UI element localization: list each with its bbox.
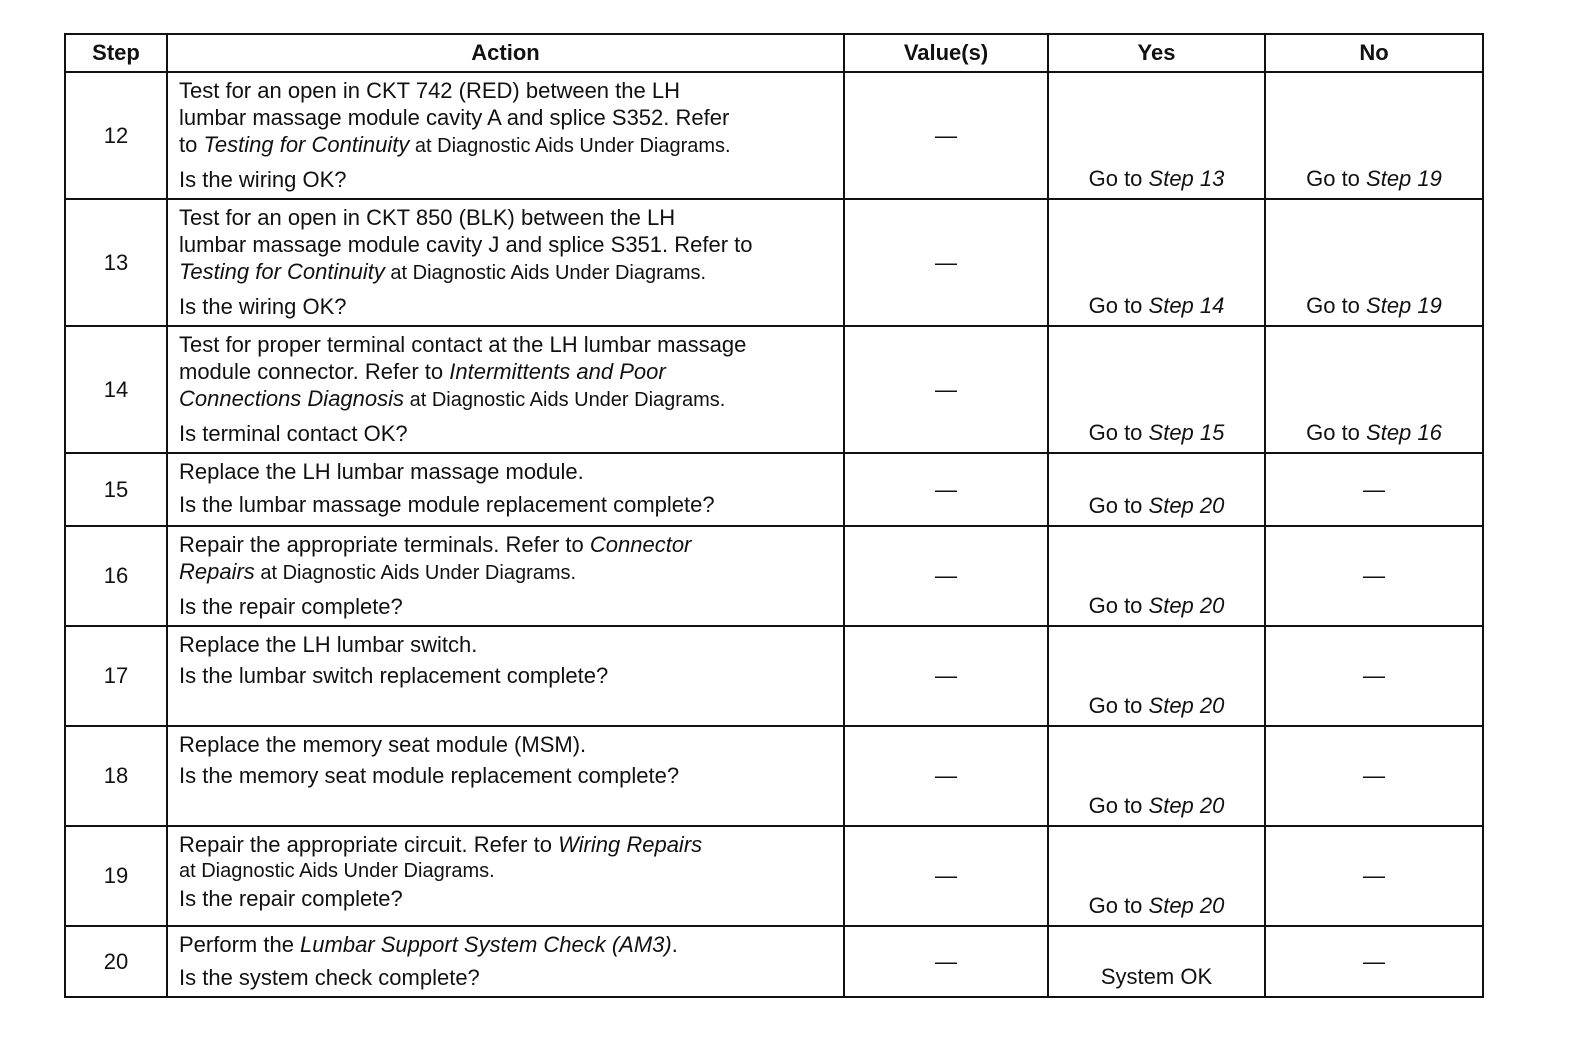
value-cell: — bbox=[844, 453, 1048, 526]
header-yes: Yes bbox=[1048, 34, 1265, 72]
question-text: Is terminal contact OK? bbox=[179, 421, 408, 446]
step-number: 13 bbox=[65, 199, 167, 326]
yes-step-ref: Step 13 bbox=[1148, 166, 1225, 191]
yes-step-ref: Step 20 bbox=[1148, 593, 1225, 618]
action-text: at Diagnostic Aids Under Diagrams. bbox=[404, 389, 726, 411]
value-cell: — bbox=[844, 626, 1048, 726]
question-text: Is the lumbar switch replacement complete? bbox=[179, 663, 609, 688]
no-cell: — bbox=[1265, 526, 1483, 626]
reference-title: Intermittents and Poor bbox=[449, 359, 666, 384]
diagnostic-table bbox=[64, 33, 1484, 998]
no-step-ref: Step 19 bbox=[1366, 293, 1442, 318]
action-text: lumbar massage module cavity A and splice S352. Refer bbox=[179, 105, 730, 130]
yes-step-ref: Step 20 bbox=[1148, 793, 1225, 818]
table-row-step-12 bbox=[65, 72, 1483, 199]
value-cell: — bbox=[844, 926, 1048, 997]
question-text: Is the wiring OK? bbox=[179, 294, 347, 319]
step-number: 15 bbox=[65, 453, 167, 526]
no-cell: — bbox=[1265, 826, 1483, 926]
action-text: at Diagnostic Aids Under Diagrams. bbox=[409, 135, 731, 157]
header-row bbox=[65, 34, 1483, 72]
action-text bbox=[179, 831, 835, 858]
yes-prefix: Go to bbox=[1088, 420, 1149, 445]
yes-cell bbox=[1048, 72, 1265, 199]
action-cell bbox=[167, 726, 844, 826]
action-cell bbox=[167, 199, 844, 326]
action-cell bbox=[167, 926, 844, 997]
step-number: 16 bbox=[65, 526, 167, 626]
action-text: Repair the appropriate terminals. Refer to bbox=[179, 532, 590, 557]
action-text: to bbox=[179, 132, 204, 157]
no-cell: — bbox=[1265, 453, 1483, 526]
yes-prefix: Go to bbox=[1088, 893, 1149, 918]
action-text: module connector. Refer to bbox=[179, 359, 450, 384]
yes-prefix: Go to bbox=[1088, 166, 1149, 191]
yes-cell bbox=[1048, 453, 1265, 526]
table-row-step-18 bbox=[65, 726, 1483, 826]
no-cell: — bbox=[1265, 926, 1483, 997]
action-text bbox=[179, 531, 835, 558]
table-row-step-17 bbox=[65, 626, 1483, 726]
yes-cell bbox=[1048, 726, 1265, 826]
header-values: Value(s) bbox=[844, 34, 1048, 72]
no-prefix: Go to bbox=[1306, 420, 1367, 445]
action-cell bbox=[167, 326, 844, 453]
step-number: 19 bbox=[65, 826, 167, 926]
no-cell bbox=[1265, 199, 1483, 326]
step-number: 12 bbox=[65, 72, 167, 199]
action-text bbox=[179, 931, 835, 958]
question-text: Is the repair complete? bbox=[179, 594, 403, 619]
question-text: Is the system check complete? bbox=[179, 965, 480, 990]
table-row-step-16 bbox=[65, 526, 1483, 626]
value-cell: — bbox=[844, 326, 1048, 453]
value-cell: — bbox=[844, 726, 1048, 826]
action-text bbox=[179, 258, 835, 287]
reference-title: Testing for Continuity bbox=[179, 259, 385, 284]
no-cell bbox=[1265, 72, 1483, 199]
header-no: No bbox=[1265, 34, 1483, 72]
yes-prefix: Go to bbox=[1088, 693, 1149, 718]
no-cell bbox=[1265, 326, 1483, 453]
question-text: Is the memory seat module replacement complete? bbox=[179, 763, 680, 788]
action-text: . bbox=[671, 932, 678, 957]
action-text: Perform the bbox=[179, 932, 301, 957]
yes-prefix: Go to bbox=[1088, 293, 1149, 318]
table-row-step-15 bbox=[65, 453, 1483, 526]
action-cell bbox=[167, 453, 844, 526]
action-text: at Diagnostic Aids Under Diagrams. bbox=[254, 562, 577, 584]
yes-prefix: Go to bbox=[1088, 493, 1149, 518]
action-cell bbox=[167, 626, 844, 726]
no-prefix: Go to bbox=[1306, 166, 1367, 191]
step-number: 18 bbox=[65, 726, 167, 826]
step-number: 14 bbox=[65, 326, 167, 453]
reference-title: Connector bbox=[589, 532, 692, 557]
question-text: Is the repair complete? bbox=[179, 886, 403, 911]
action-text: Test for an open in CKT 850 (BLK) between the LH bbox=[179, 205, 676, 230]
value-cell: — bbox=[844, 826, 1048, 926]
action-text: Replace the memory seat module (MSM). bbox=[179, 732, 587, 757]
action-text: Test for an open in CKT 742 (RED) between the LH bbox=[179, 78, 680, 103]
step-number: 17 bbox=[65, 626, 167, 726]
action-text: at Diagnostic Aids Under Diagrams. bbox=[384, 262, 707, 284]
yes-cell bbox=[1048, 826, 1265, 926]
reference-title: Connections Diagnosis bbox=[179, 386, 405, 411]
yes-cell bbox=[1048, 626, 1265, 726]
value-cell: — bbox=[844, 72, 1048, 199]
action-cell bbox=[167, 826, 844, 926]
header-step: Step bbox=[65, 34, 167, 72]
action-text bbox=[179, 131, 835, 160]
value-cell: — bbox=[844, 526, 1048, 626]
action-text bbox=[179, 358, 835, 385]
table-row-step-19 bbox=[65, 826, 1483, 926]
action-text: Test for proper terminal contact at the LH lumbar massage bbox=[179, 332, 747, 357]
table-row-step-14 bbox=[65, 326, 1483, 453]
action-text: at Diagnostic Aids Under Diagrams. bbox=[179, 860, 495, 882]
question-text: Is the wiring OK? bbox=[179, 167, 347, 192]
reference-title: Wiring Repairs bbox=[558, 832, 703, 857]
action-text bbox=[179, 385, 835, 414]
no-step-ref: Step 19 bbox=[1366, 166, 1442, 191]
action-text: Replace the LH lumbar switch. bbox=[179, 632, 478, 657]
yes-step-ref: Step 20 bbox=[1148, 693, 1225, 718]
action-text: Replace the LH lumbar massage module. bbox=[179, 459, 584, 484]
no-step-ref: Step 16 bbox=[1366, 420, 1442, 445]
yes-step-ref: Step 20 bbox=[1148, 893, 1225, 918]
action-cell bbox=[167, 526, 844, 626]
yes-cell bbox=[1048, 526, 1265, 626]
yes-prefix: Go to bbox=[1088, 593, 1149, 618]
yes-step-ref: Step 14 bbox=[1148, 293, 1225, 318]
reference-title: Repairs bbox=[179, 559, 255, 584]
no-cell: — bbox=[1265, 626, 1483, 726]
yes-cell bbox=[1048, 199, 1265, 326]
no-prefix: Go to bbox=[1306, 293, 1367, 318]
action-text bbox=[179, 558, 835, 587]
table-row-step-20 bbox=[65, 926, 1483, 997]
value-cell: — bbox=[844, 199, 1048, 326]
reference-title: Testing for Continuity bbox=[203, 132, 410, 157]
table-row-step-13 bbox=[65, 199, 1483, 326]
yes-step-ref: Step 15 bbox=[1148, 420, 1225, 445]
yes-cell bbox=[1048, 326, 1265, 453]
no-cell: — bbox=[1265, 726, 1483, 826]
step-number: 20 bbox=[65, 926, 167, 997]
reference-title: Lumbar Support System Check (AM3) bbox=[300, 932, 672, 957]
yes-prefix: Go to bbox=[1088, 793, 1149, 818]
action-text: lumbar massage module cavity J and splice S351. Refer to bbox=[179, 232, 753, 257]
yes-cell: System OK bbox=[1048, 926, 1265, 997]
action-text: Repair the appropriate circuit. Refer to bbox=[179, 832, 559, 857]
yes-step-ref: Step 20 bbox=[1148, 493, 1225, 518]
header-action: Action bbox=[167, 34, 844, 72]
question-text: Is the lumbar massage module replacement complete? bbox=[179, 492, 715, 517]
action-cell bbox=[167, 72, 844, 199]
